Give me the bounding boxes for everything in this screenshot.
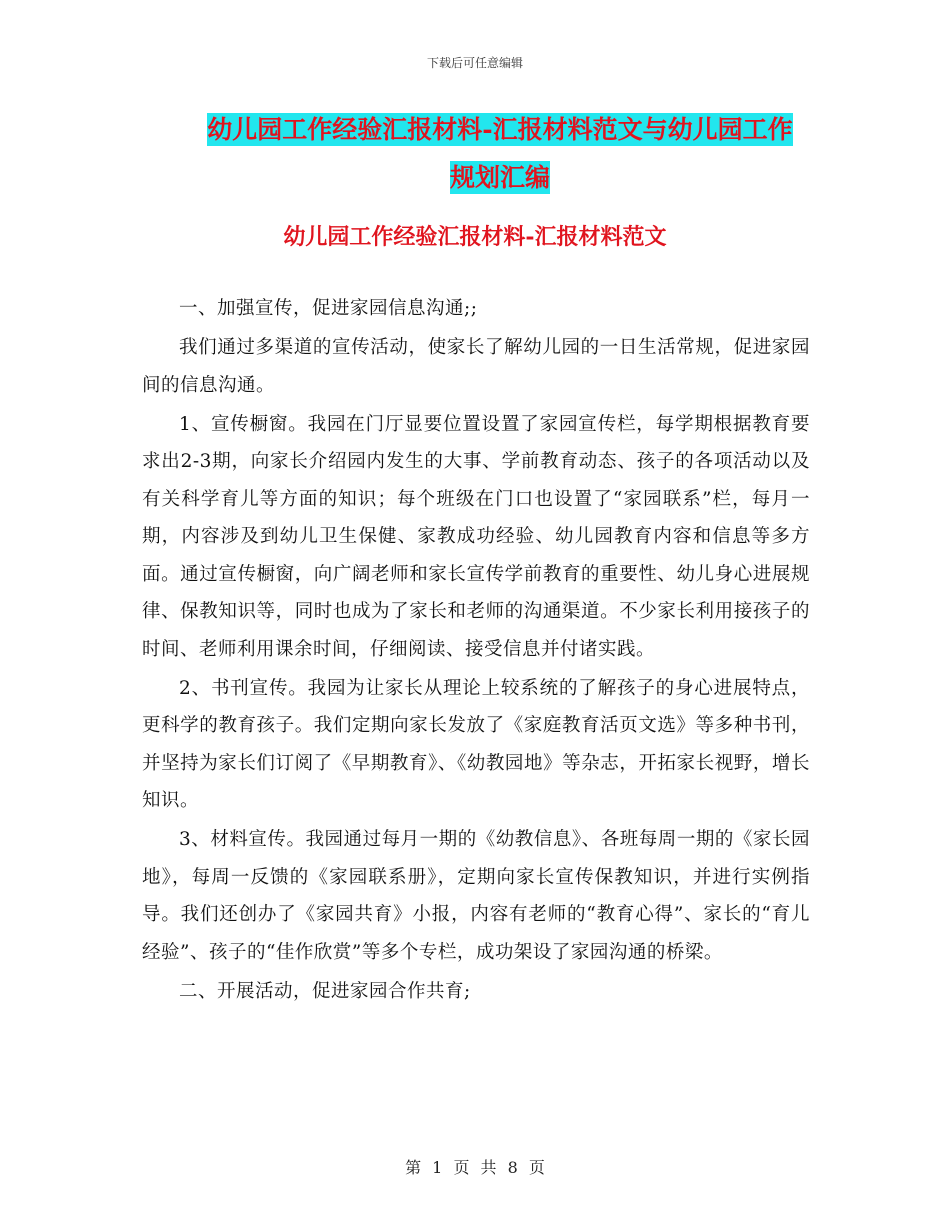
document-title bbox=[140, 106, 860, 202]
paragraph: 二、开展活动，促进家园合作共育; bbox=[179, 980, 471, 1002]
paragraph: 我们通过多渠道的宣传活动，使家长了解幼儿园的一日生活常规，促进家园间的信息沟通。 bbox=[142, 337, 810, 396]
title-line-2: 规划汇编 bbox=[449, 163, 550, 192]
title-line-1: 幼儿园工作经验汇报材料-汇报材料范文与幼儿园工作 bbox=[207, 115, 793, 144]
paragraph: 2、书刊宣传。我园为让家长从理论上较系统的了解孩子的身心进展特点，更科学的教育孩子。我们定期向家长发放了《家庭教育活页文选》等多种书刊，并坚持为家长们订阅了《早期教育》、《幼教园地》等杂志，开拓家长视野，增长知识。 bbox=[142, 677, 810, 811]
paragraph: 1、宣传橱窗。我园在门厅显要位置设置了家园宣传栏，每学期根据教育要求出2-3期，向家长介绍园内发生的大事、学前教育动态、孩子的各项活动以及有关科学育儿等方面的知识；每个班级在门口也设置了“家园联系”栏，每月一期，内容涉及到幼儿卫生保健、家教成功经验、幼儿园教育内容和信息等多方面。通过宣传橱窗，向广阔老师和家长宣传学前教育的重要性、幼儿身心进展规律、保教知识等，同时也成为了家长和老师的沟通渠道。不少家长利用接孩子的时间、老师利用课余时间，仔细阅读、接受信息并付诸实践。 bbox=[142, 413, 810, 660]
document-body bbox=[142, 290, 810, 1012]
paragraph: 3、材料宣传。我园通过每月一期的《幼教信息》、各班每周一期的《家长园地》，每周一反馈的《家园联系册》，定期向家长宣传保教知识，并进行实例指导。我们还创办了《家园共育》小报，内容有老师的“教育心得”、家长的“育儿经验”、孩子的“佳作欣赏”等多个专栏，成功架设了家园沟通的桥梁。 bbox=[142, 829, 810, 963]
header-note: 下载后可任意编辑 bbox=[426, 56, 523, 70]
paragraph: 一、加强宣传，促进家园信息沟通;; bbox=[179, 298, 478, 319]
page-footer: 第 1 页 共 8 页 bbox=[405, 1158, 545, 1177]
section-title: 幼儿园工作经验汇报材料-汇报材料范文 bbox=[283, 224, 667, 250]
